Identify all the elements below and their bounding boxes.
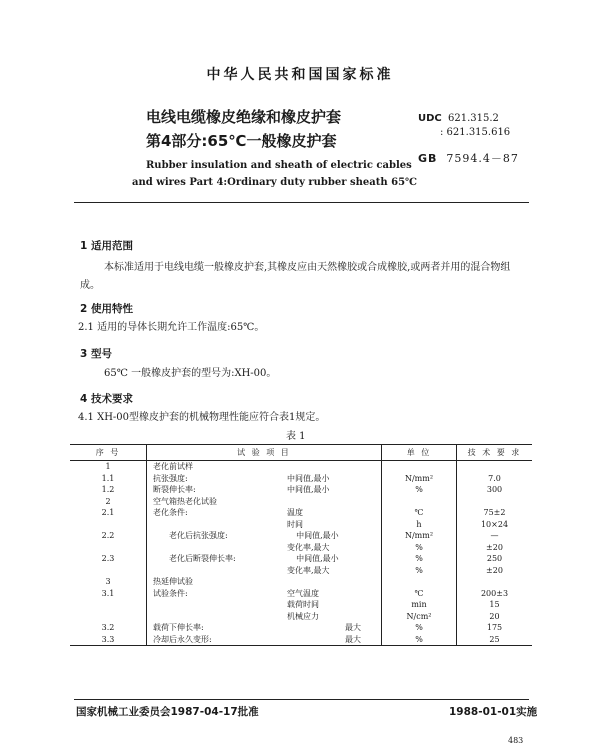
table-row (70, 473, 532, 485)
cell-unit: % (382, 565, 457, 577)
cell-item (147, 484, 382, 496)
cell-condition: 中间值,最小 (287, 485, 330, 495)
udc-code-2: : 621.315.616 (440, 127, 511, 138)
gb-number (418, 150, 519, 166)
col-header-no: 序 号 (70, 445, 147, 461)
cell-item-name: 热延伸试验 (153, 577, 193, 587)
effective-date: 1988-01-01实施 (449, 706, 538, 718)
cell-unit (382, 496, 457, 508)
cell-unit: ℃ (382, 507, 457, 519)
cell-requirement: 75±2 (483, 508, 506, 518)
cell-unit (382, 461, 457, 473)
section-4-heading: 4 技术要求 (80, 393, 133, 405)
udc-label: UDC (418, 113, 442, 124)
udc-code-1: 621.315.2 (448, 113, 499, 124)
cell-item (147, 565, 382, 577)
cell-requirement: 300 (486, 485, 503, 495)
cell-unit: N/mm² (382, 473, 457, 485)
title-line-2: 第4部分:65℃一般橡皮护套 (146, 132, 337, 150)
cell-requirement: 250 (486, 554, 503, 564)
cell-item-name (147, 599, 273, 610)
cell-condition: 时间 (287, 519, 303, 529)
cell-no: 2.3 (70, 553, 147, 565)
cell-item (147, 519, 382, 531)
table-row (70, 519, 532, 531)
col-header-req: 技 术 要 求 (457, 445, 533, 461)
cell-unit: % (382, 542, 457, 554)
cell-unit: % (382, 634, 457, 646)
cell-condition: 中间值,最小 (287, 473, 330, 483)
section-2-text: 2.1 适用的导体长期允许工作温度:65℃。 (78, 322, 265, 333)
cell-item-name: 老化后抗张强度: (169, 531, 228, 541)
table-row (70, 622, 532, 634)
cell-condition (287, 576, 377, 587)
cell-no (70, 599, 147, 611)
cell-item (147, 542, 382, 554)
cell-condition: 变化率,最大 (287, 565, 330, 575)
cell-item (147, 588, 382, 600)
table-row (70, 553, 532, 565)
cell-item-name (147, 542, 273, 553)
table-body (70, 461, 532, 646)
cell-item-name: 断裂伸长率: (153, 485, 196, 495)
table-row (70, 461, 532, 473)
cell-no: 1.1 (70, 473, 147, 485)
properties-table (70, 444, 532, 646)
footer-divider (74, 699, 529, 700)
cell-item (147, 496, 382, 508)
table-row (70, 599, 532, 611)
cell-unit: % (382, 484, 457, 496)
page-number: 483 (508, 736, 524, 745)
table-row (70, 634, 532, 646)
cell-item-name (147, 565, 273, 576)
cell-requirement: 20 (489, 611, 500, 621)
gb-label: GB (418, 152, 438, 165)
cell-item (147, 611, 382, 623)
table-row (70, 542, 532, 554)
cell-condition (287, 461, 377, 472)
cell-requirement: 15 (489, 600, 500, 610)
table-row (70, 484, 532, 496)
cell-requirement (457, 576, 533, 588)
cell-requirement: 175 (486, 623, 503, 633)
cell-requirement (457, 461, 533, 473)
header-divider (74, 202, 529, 203)
cell-item (147, 576, 382, 588)
table-header-row (70, 445, 532, 461)
cell-no (70, 565, 147, 577)
cell-no (70, 519, 147, 531)
table-caption: 表 1 (286, 431, 306, 442)
cell-unit (382, 576, 457, 588)
cell-requirement: 7.0 (488, 473, 501, 483)
table-row (70, 576, 532, 588)
cell-condition: 机械应力 (287, 611, 319, 621)
cell-item (147, 634, 382, 646)
table-row (70, 507, 532, 519)
cell-condition: 最大 (345, 623, 361, 633)
cell-item (147, 599, 382, 611)
table-row (70, 530, 532, 542)
cell-item (147, 461, 382, 473)
cell-item-name: 空气箱热老化试验 (153, 496, 217, 506)
cell-requirement: 25 (457, 634, 533, 646)
cell-condition: 温度 (287, 508, 303, 518)
cell-item-name: 试验条件: (153, 588, 188, 598)
table-row (70, 588, 532, 600)
cell-no: 3.2 (70, 622, 147, 634)
cell-condition: 中间值,最小 (296, 531, 339, 541)
cell-condition: 载荷时间 (287, 600, 319, 610)
cell-unit: N/mm² (382, 530, 457, 542)
cell-item (147, 473, 382, 485)
section-4-text: 4.1 XH-00型橡皮护套的机械物理性能应符合表1规定。 (78, 412, 326, 423)
cell-no: 3.3 (70, 634, 147, 646)
cell-unit: N/cm² (382, 611, 457, 623)
cell-item (147, 553, 382, 565)
cell-item-name: 载荷下伸长率: (153, 623, 204, 633)
cell-condition: 中间值,最小 (296, 554, 339, 564)
cell-item-name: 抗张强度: (153, 473, 188, 483)
cell-requirement (457, 496, 533, 508)
english-title-1: Rubber insulation and sheath of electric cables (146, 160, 412, 171)
english-title-2: and wires Part 4:Ordinary duty rubber sheath 65℃ (132, 177, 418, 188)
national-standard-heading: 中华人民共和国国家标准 (206, 67, 394, 83)
gb-code: 7594.4－87 (446, 152, 519, 165)
cell-no (70, 542, 147, 554)
cell-no: 2.2 (70, 530, 147, 542)
cell-unit: % (382, 622, 457, 634)
cell-item-name: 老化后断裂伸长率: (169, 554, 236, 564)
cell-requirement: 200±3 (480, 588, 509, 598)
cell-requirement: ±20 (486, 542, 503, 552)
col-header-unit: 单 位 (382, 445, 457, 461)
cell-requirement: ±20 (486, 565, 503, 575)
cell-no (70, 611, 147, 623)
title-line-1: 电线电缆橡皮绝缘和橡皮护套 (146, 108, 342, 126)
col-header-item: 试 验 项 目 (147, 445, 382, 461)
cell-no: 3 (70, 576, 147, 588)
section-1-text-cont: 成。 (80, 280, 100, 291)
cell-condition: 最大 (345, 634, 361, 644)
cell-item-name: 老化前试样 (153, 462, 193, 472)
cell-condition: 变化率,最大 (287, 542, 330, 552)
cell-condition: 空气温度 (287, 588, 319, 598)
cell-no: 1.2 (70, 484, 147, 496)
section-1-heading: 1 适用范围 (80, 240, 133, 252)
cell-no: 1 (70, 461, 147, 473)
section-3-heading: 3 型号 (80, 348, 112, 360)
cell-item (147, 507, 382, 519)
cell-requirement: 10×24 (480, 519, 509, 529)
cell-requirement: — (490, 531, 499, 541)
cell-item-name: 冷却后永久变形: (153, 634, 212, 644)
cell-unit: ℃ (382, 588, 457, 600)
cell-item-name: 老化条件: (153, 508, 188, 518)
cell-unit: min (382, 599, 457, 611)
cell-no: 2 (70, 496, 147, 508)
cell-condition (287, 496, 377, 507)
table-row (70, 565, 532, 577)
cell-item (147, 622, 382, 634)
section-2-heading: 2 使用特性 (80, 303, 133, 315)
cell-no: 3.1 (70, 588, 147, 600)
approval-text: 国家机械工业委员会1987-04-17批准 (76, 706, 259, 718)
section-1-text: 本标准适用于电线电缆一般橡皮护套,其橡皮应由天然橡胶或合成橡胶,或两者并用的混合物组 (104, 262, 511, 273)
cell-item (147, 530, 382, 542)
table-row (70, 611, 532, 623)
cell-no: 2.1 (70, 507, 147, 519)
section-3-text: 65℃ 一般橡皮护套的型号为:XH-00。 (104, 368, 277, 379)
cell-unit: h (382, 519, 457, 531)
cell-unit: % (382, 553, 457, 565)
cell-item-name (147, 611, 273, 622)
table-row (70, 496, 532, 508)
cell-item-name (147, 519, 273, 530)
